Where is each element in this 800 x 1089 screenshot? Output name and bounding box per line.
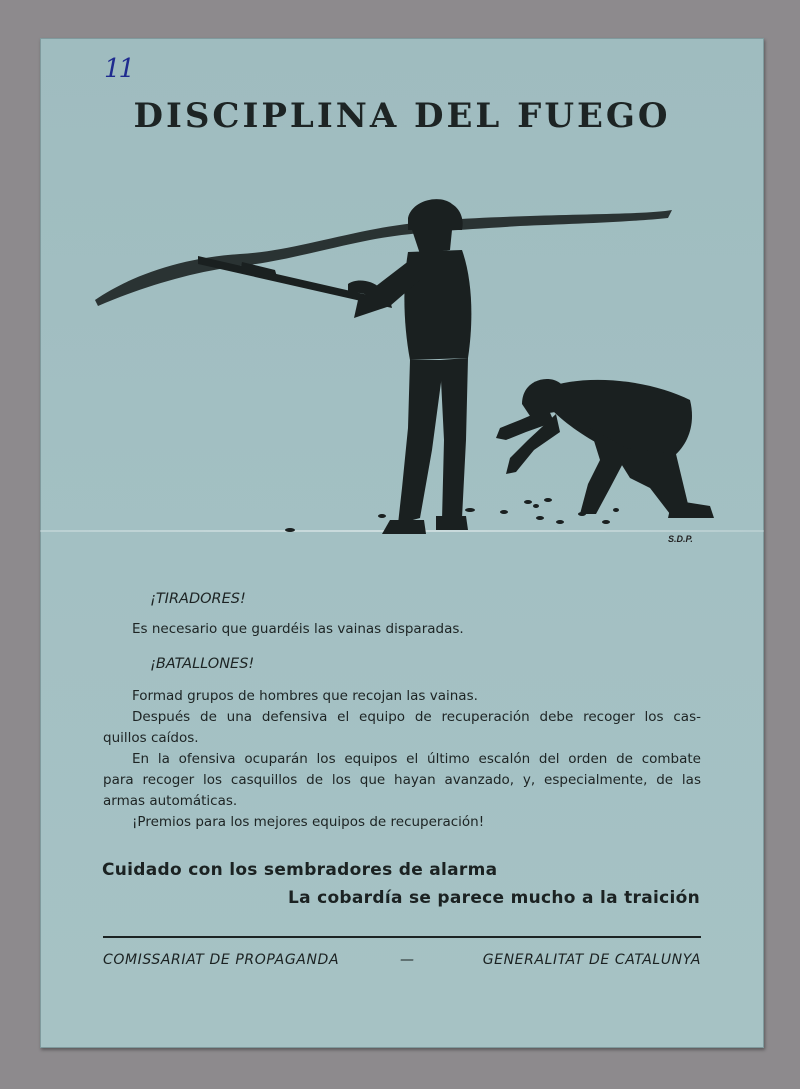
poster-title: DISCIPLINA DEL FUEGO — [133, 96, 671, 136]
soldiers-illustration — [90, 188, 720, 544]
footer-rule — [103, 936, 701, 938]
batallones-heading: ¡BATALLONES! — [150, 656, 255, 672]
poster-sheet — [40, 38, 764, 1048]
body-line-1: Formad grupos de hombres que recojan las vainas. — [132, 688, 478, 704]
handwritten-number: 11 — [104, 54, 134, 84]
tiradores-text: Es necesario que guardéis las vainas disparadas. — [132, 621, 464, 637]
footer-comissariat: COMISSARIAT DE PROPAGANDA — [103, 952, 340, 968]
footer-separator: — — [400, 952, 415, 968]
standing-soldier — [198, 199, 471, 534]
body-line-6: armas automáticas. — [103, 793, 238, 809]
body-line-3: quillos caídos. — [103, 730, 199, 746]
slogan-cobardia: La cobardía se parece mucho a la traición — [287, 888, 700, 908]
body-line-7: ¡Premios para los mejores equipos de recuperación! — [132, 814, 485, 830]
footer-generalitat: GENERALITAT DE CATALUNYA — [482, 952, 701, 968]
tiradores-heading: ¡TIRADORES! — [150, 591, 246, 607]
body-line-2: Después de una defensiva el equipo de recuperación debe recoger los cas- — [132, 709, 701, 725]
kneeling-soldier — [496, 379, 714, 518]
body-line-4: En la ofensiva ocuparán los equipos el último escalón del orden de combate — [132, 751, 701, 767]
slogan-alarma: Cuidado con los sembradores de alarma — [102, 860, 498, 880]
body-line-5: para recoger los casquillos de los que hayan avanzado, y, especialmente, de las — [103, 772, 701, 788]
artist-credit: S.D.P. — [668, 534, 693, 544]
